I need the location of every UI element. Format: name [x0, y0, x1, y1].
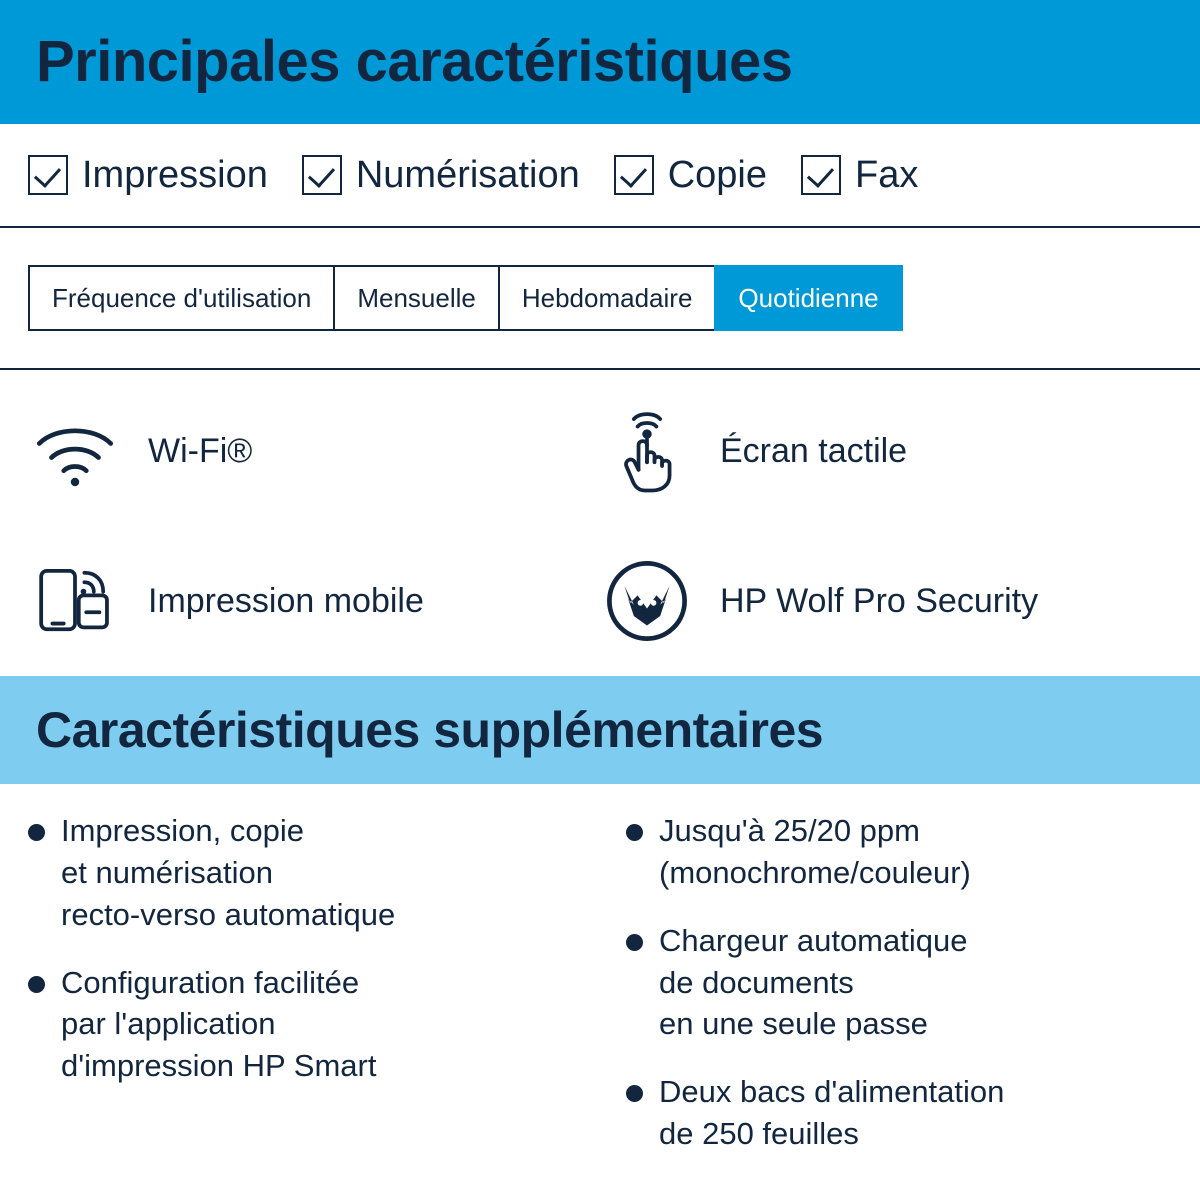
secondary-header-band [0, 676, 1200, 784]
capability-label: Numérisation [355, 153, 580, 196]
list-item [626, 1071, 1172, 1155]
checkbox-checked-icon[interactable] [614, 155, 654, 195]
bullet-dot-icon [626, 824, 643, 841]
feature-wifi [28, 376, 600, 526]
bullet-dot-icon [626, 934, 643, 951]
capability-item[interactable] [614, 154, 767, 197]
capability-label: Impression [82, 153, 268, 196]
checkbox-checked-icon[interactable] [28, 155, 68, 195]
capabilities-row [0, 124, 1200, 228]
wifi-icon [28, 404, 122, 498]
extras-section [0, 784, 1200, 1200]
frequency-selector [28, 265, 903, 331]
feature-touchscreen [600, 376, 1172, 526]
extras-right-column [608, 810, 1172, 1190]
bullet-dot-icon [28, 824, 45, 841]
list-item-text: Configuration facilitée par l'application d'impression HP Smart [61, 964, 377, 1084]
list-item [626, 920, 1172, 1046]
feature-label: Impression mobile [148, 581, 424, 620]
page-title: Principales caractéristiques [36, 29, 793, 94]
capability-item[interactable] [28, 154, 268, 197]
checkbox-checked-icon[interactable] [801, 155, 841, 195]
list-item-text: Impression, copie et numérisation recto-verso automatique [61, 813, 396, 932]
bullet-dot-icon [28, 976, 45, 993]
feature-label: Écran tactile [720, 431, 908, 470]
hp-wolf-security-icon [600, 554, 694, 648]
list-item-text: Chargeur automatique de documents en une seule passe [659, 922, 968, 1042]
feature-mobile-print [28, 526, 600, 676]
frequency-option-quotidienne[interactable]: Quotidienne [714, 265, 902, 331]
list-item [28, 962, 592, 1088]
feature-label: HP Wolf Pro Security [720, 581, 1039, 620]
feature-label: Wi-Fi® [148, 431, 253, 470]
primary-header-band [0, 0, 1200, 124]
frequency-label-cell: Fréquence d'utilisation [28, 265, 333, 331]
touchscreen-hand-icon [600, 404, 694, 498]
checkbox-checked-icon[interactable] [302, 155, 342, 195]
extras-title: Caractéristiques supplémentaires [36, 702, 824, 758]
list-item-text: Deux bacs d'alimentation de 250 feuilles [659, 1074, 1005, 1152]
features-grid [0, 370, 1200, 676]
capability-label: Fax [855, 153, 919, 196]
mobile-print-icon [28, 554, 122, 648]
capability-label: Copie [667, 153, 768, 196]
capability-item[interactable] [302, 154, 580, 197]
bullet-dot-icon [626, 1085, 643, 1102]
capability-item[interactable] [801, 154, 918, 197]
frequency-option-mensuelle[interactable]: Mensuelle [333, 265, 498, 331]
list-item [626, 810, 1172, 894]
feature-wolf-security [600, 526, 1172, 676]
list-item [28, 810, 592, 936]
extras-left-column [28, 810, 592, 1190]
frequency-zone [0, 228, 1200, 370]
list-item-text: Jusqu'à 25/20 ppm (monochrome/couleur) [659, 813, 971, 890]
frequency-option-hebdomadaire[interactable]: Hebdomadaire [498, 265, 715, 331]
